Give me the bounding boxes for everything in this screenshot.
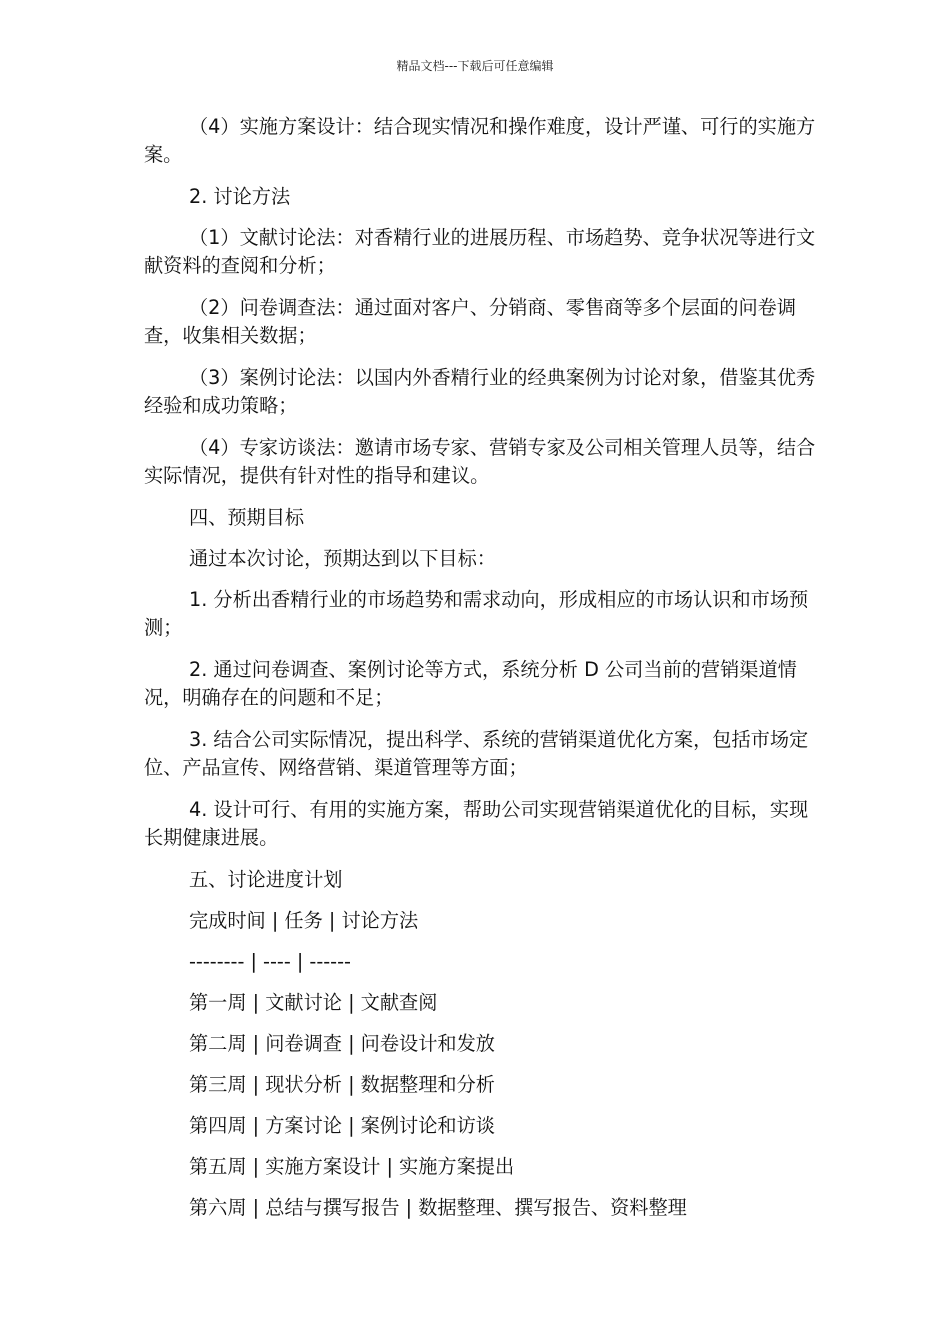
heading-expected-goals: 四、预期目标	[189, 506, 305, 529]
schedule-row-week-3: 第三周 | 现状分析 | 数据整理和分析	[189, 1073, 495, 1096]
schedule-row-week-2: 第二周 | 问卷调查 | 问卷设计和发放	[189, 1032, 495, 1055]
paragraph-literature-method: （1）文献讨论法：对香精行业的进展历程、市场趋势、竞争状况等进行文献资料的查阅和分析；	[144, 226, 816, 277]
document-body	[144, 113, 816, 1235]
paragraph-questionnaire-method: （2）问卷调查法：通过面对客户、分销商、零售商等多个层面的问卷调查，收集相关数据；	[144, 296, 797, 347]
paragraph-goal-3: 3. 结合公司实际情况，提出科学、系统的营销渠道优化方案，包括市场定位、产品宣传、网络营销、渠道管理等方面；	[144, 728, 809, 779]
paragraph-goal-2: 2. 通过问卷调查、案例讨论等方式，系统分析 D 公司当前的营销渠道情况，明确存在的问题和不足；	[144, 658, 797, 709]
schedule-row-week-4: 第四周 | 方案讨论 | 案例讨论和访谈	[189, 1114, 495, 1137]
paragraph-expert-interview-method: （4）专家访谈法：邀请市场专家、营销专家及公司相关管理人员等，结合实际情况，提供有针对性的指导和建议。	[144, 436, 816, 487]
paragraph-case-method: （3）案例讨论法：以国内外香精行业的经典案例为讨论对象，借鉴其优秀经验和成功策略；	[144, 366, 816, 417]
schedule-row-week-1: 第一周 | 文献讨论 | 文献查阅	[189, 991, 438, 1014]
schedule-row-week-5: 第五周 | 实施方案设计 | 实施方案提出	[189, 1155, 515, 1178]
paragraph-goal-1: 1. 分析出香精行业的市场趋势和需求动向，形成相应的市场认识和市场预测；	[144, 588, 809, 639]
paragraph-goals-intro: 通过本次讨论，预期达到以下目标：	[189, 547, 496, 570]
paragraph-implementation-design: （4）实施方案设计：结合现实情况和操作难度，设计严谨、可行的实施方案。	[144, 115, 816, 166]
schedule-separator-row: -------- | ---- | ------	[189, 950, 351, 973]
page-header: 精品文档---下载后可任意编辑	[396, 59, 554, 73]
paragraph-goal-4: 4. 设计可行、有用的实施方案，帮助公司实现营销渠道优化的目标，实现长期健康进展。	[144, 798, 809, 849]
heading-discussion-methods: 2. 讨论方法	[189, 185, 291, 208]
schedule-row-week-6: 第六周 | 总结与撰写报告 | 数据整理、撰写报告、资料整理	[189, 1196, 687, 1219]
heading-schedule: 五、讨论进度计划	[189, 868, 343, 891]
schedule-header-row: 完成时间 | 任务 | 讨论方法	[189, 909, 419, 932]
